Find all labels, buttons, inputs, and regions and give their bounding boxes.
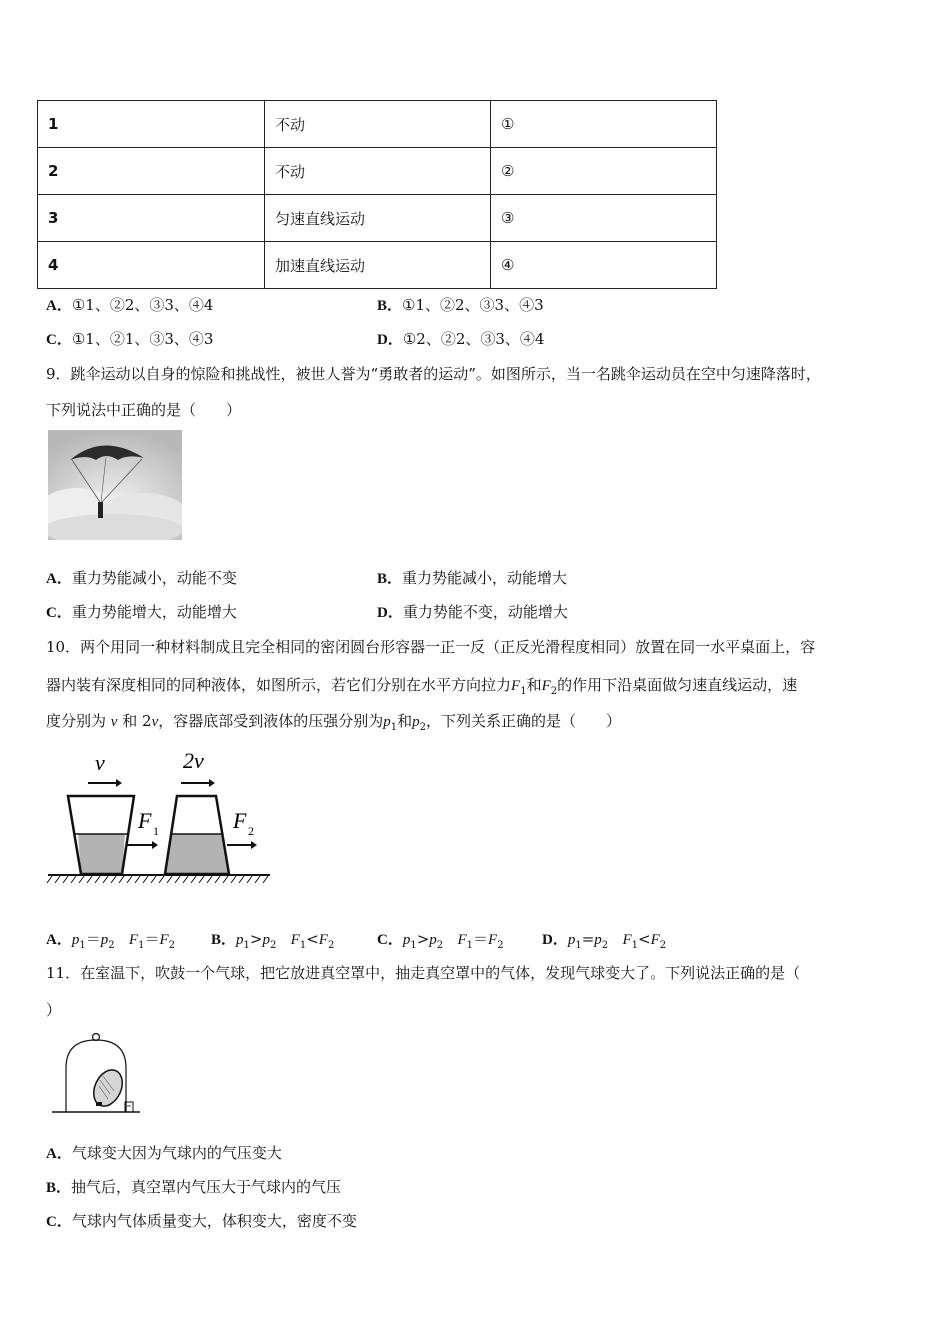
subscript: 1 — [79, 940, 86, 951]
subscript: 2 — [168, 940, 176, 951]
option-letter: B． — [211, 932, 237, 948]
q10-stem-line1: 10．两个用同一种材料制成且完全相同的密闭圆台形容器一正一反（正反光滑程度相同）放置在同一水平桌面上，容 — [46, 638, 816, 656]
option-letter: B． — [46, 1180, 72, 1196]
q11-option-b[interactable] — [46, 1176, 341, 1197]
subscript: 2 — [601, 940, 609, 951]
text-run: 和 — [526, 676, 542, 694]
subscript: 1 — [410, 940, 417, 951]
option-text: 气球变大因为气球内的气压变大 — [71, 1144, 282, 1162]
subscript: 1 — [466, 940, 474, 951]
option-letter: D． — [377, 332, 403, 348]
option-text: 重力势能减小，动能增大 — [402, 569, 568, 587]
option-letter: C． — [46, 332, 72, 348]
symbol-p: p — [412, 714, 420, 730]
symbol-F: F — [511, 678, 521, 694]
relation: < — [638, 930, 651, 948]
q11-option-c[interactable] — [46, 1210, 357, 1231]
option-text: 重力势能不变，动能增大 — [402, 603, 568, 621]
text-run: 的作用下沿桌面做匀速直线运动，速 — [557, 676, 798, 694]
option-text: 重力势能增大，动能增大 — [71, 603, 237, 621]
option-letter: D． — [542, 932, 568, 948]
force-label-2: F — [233, 808, 247, 833]
option-letter: A． — [46, 1146, 72, 1162]
text-run: 器内装有深度相同的同种液体，如图所示，若它们分别在水平方向拉力 — [46, 676, 512, 694]
row-number: 2 — [38, 148, 265, 195]
relation: ＝ — [85, 930, 101, 948]
q10-stem-line3 — [46, 710, 621, 733]
table-row — [38, 195, 717, 242]
row-number: 1 — [38, 101, 265, 148]
option-letter: A． — [46, 298, 72, 314]
symbol-p: p — [429, 932, 437, 948]
q10-option-c[interactable] — [377, 928, 504, 951]
row-symbol: ④ — [491, 242, 717, 289]
subscript: 2 — [108, 940, 115, 951]
subscript: 2 — [327, 940, 335, 951]
q8-option-a[interactable] — [46, 294, 213, 315]
force-subscript-2: 2 — [248, 824, 254, 838]
q8-option-c[interactable] — [46, 328, 213, 349]
q9-option-b[interactable] — [377, 567, 567, 588]
row-motion: 不动 — [265, 148, 491, 195]
symbol-p: p — [236, 932, 244, 948]
option-letter: C． — [46, 605, 72, 621]
q11-stem-line1: 11．在室温下，吹鼓一个气球，把它放进真空罩中，抽走真空罩中的气体，发现气球变大了。下列说法正确的是（ — [46, 964, 801, 982]
relation: ＝ — [473, 930, 489, 948]
row-symbol: ① — [491, 101, 717, 148]
relation: < — [306, 930, 319, 948]
symbol-p: p — [383, 714, 391, 730]
vacuum-jar-diagram — [50, 1028, 142, 1116]
subscript: 1 — [243, 940, 250, 951]
table-row — [38, 101, 717, 148]
row-symbol: ② — [491, 148, 717, 195]
symbol-v: v — [151, 714, 159, 730]
subscript: 2 — [269, 940, 277, 951]
option-letter: C． — [377, 932, 403, 948]
row-symbol: ③ — [491, 195, 717, 242]
option-text: ①2、②2、③3、④4 — [402, 330, 545, 348]
q10-option-b[interactable] — [211, 928, 334, 951]
symbol-p: p — [100, 932, 109, 948]
q9-stem-line1: 9．跳伞运动以自身的惊险和挑战性，被世人誉为“勇敢者的运动”。如图所示，当一名跳伞运动员在空中匀速降落时， — [46, 365, 821, 383]
q11-stem-line2: ） — [46, 1001, 62, 1019]
relation: ＝ — [144, 930, 160, 948]
subscript: 1 — [575, 940, 582, 951]
q9-option-d[interactable] — [377, 601, 568, 622]
liquid-2 — [165, 834, 229, 874]
option-letter: A． — [46, 932, 72, 948]
experiment-table — [37, 100, 717, 289]
row-number: 3 — [38, 195, 265, 242]
option-letter: B． — [377, 571, 403, 587]
subscript: 2 — [436, 940, 444, 951]
q8-option-d[interactable] — [377, 328, 544, 349]
option-letter: B． — [377, 298, 403, 314]
option-text: 气球内气体质量变大，体积变大，密度不变 — [71, 1212, 357, 1230]
symbol-v: v — [110, 714, 118, 730]
symbol-p: p — [567, 932, 576, 948]
symbol-F: F — [290, 932, 300, 948]
subscript: 1 — [631, 940, 639, 951]
q9-option-a[interactable] — [46, 567, 237, 588]
subscript: 2 — [659, 940, 667, 951]
option-letter: D． — [377, 605, 403, 621]
table-row — [38, 242, 717, 289]
force-label-1: F — [138, 808, 152, 833]
symbol-F: F — [541, 678, 551, 694]
option-text: ①1、②2、③3、④4 — [71, 296, 214, 314]
symbol-F: F — [488, 932, 498, 948]
table-row — [38, 148, 717, 195]
symbol-p: p — [594, 932, 602, 948]
parachute-photo — [48, 430, 182, 540]
symbol-F: F — [159, 932, 169, 948]
subscript: 1 — [138, 940, 145, 951]
force-subscript-1: 1 — [153, 824, 159, 838]
row-number: 4 — [38, 242, 265, 289]
text-run: 和 2 — [122, 712, 152, 730]
subscript: 2 — [550, 686, 558, 697]
containers-diagram — [44, 742, 274, 890]
option-letter: A． — [46, 571, 72, 587]
option-letter: C． — [46, 1214, 72, 1230]
symbol-p: p — [71, 932, 80, 948]
liquid-1 — [78, 834, 125, 874]
row-motion: 不动 — [265, 101, 491, 148]
subscript: 1 — [390, 722, 398, 733]
text-run: 度分别为 — [46, 712, 107, 730]
subscript: 1 — [520, 686, 527, 697]
symbol-p: p — [262, 932, 270, 948]
q10-stem-line2 — [46, 674, 797, 697]
option-text: 重力势能减小，动能不变 — [71, 569, 237, 587]
symbol-F: F — [128, 932, 139, 948]
symbol-F: F — [457, 932, 467, 948]
q10-option-d[interactable] — [542, 928, 666, 951]
text-run: 和 — [397, 712, 413, 730]
relation: > — [416, 930, 430, 948]
q11-option-a[interactable] — [46, 1142, 282, 1163]
text-run: ，容器底部受到液体的压强分别为 — [158, 712, 384, 730]
text-run: ，下列关系正确的是（ ） — [426, 712, 622, 730]
row-motion: 匀速直线运动 — [265, 195, 491, 242]
velocity-label-1: v — [95, 750, 105, 775]
relation: = — [581, 930, 595, 948]
subscript: 2 — [497, 940, 504, 951]
symbol-F: F — [318, 932, 328, 948]
q9-stem-line2: 下列说法中正确的是（ ） — [46, 401, 242, 419]
option-text: 抽气后，真空罩内气压大于气球内的气压 — [71, 1178, 342, 1196]
q9-option-c[interactable] — [46, 601, 237, 622]
option-text: ①1、②1、③3、④3 — [71, 330, 214, 348]
symbol-p: p — [402, 932, 411, 948]
option-text: ①1、②2、③3、④3 — [402, 296, 544, 314]
symbol-F: F — [622, 932, 632, 948]
symbol-F: F — [650, 932, 660, 948]
relation: > — [249, 930, 263, 948]
q10-option-a[interactable] — [46, 928, 175, 951]
velocity-label-2: 2v — [183, 748, 204, 773]
subscript: 2 — [419, 722, 427, 733]
row-motion: 加速直线运动 — [265, 242, 491, 289]
subscript: 1 — [299, 940, 307, 951]
q8-option-b[interactable] — [377, 294, 544, 315]
